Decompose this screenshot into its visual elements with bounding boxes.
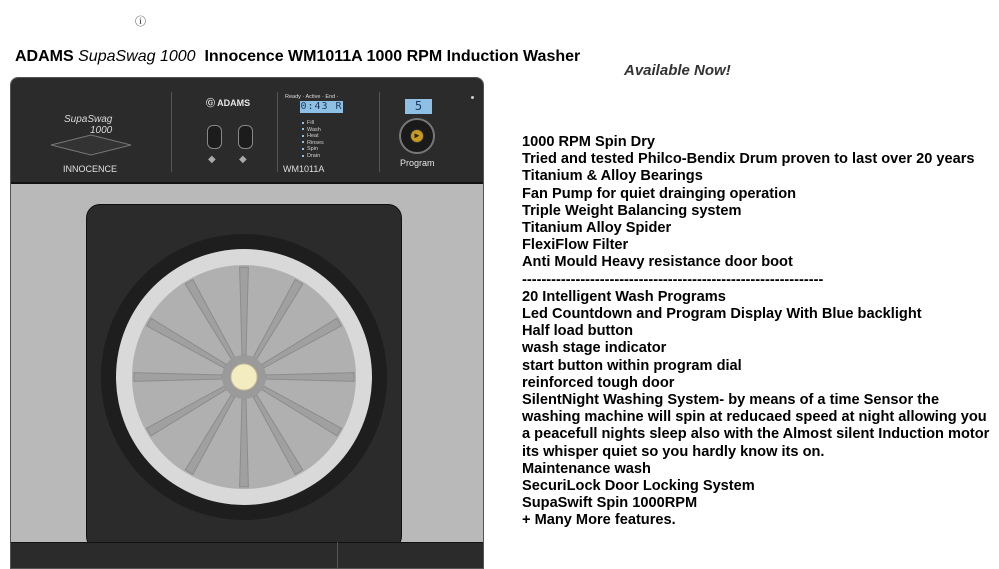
door-frame[interactable] [86, 204, 402, 550]
feature-item: + Many More features. [522, 512, 676, 529]
cursor-icon: ⓘ [135, 15, 146, 28]
countdown-display: 0:43 R [300, 101, 343, 112]
feature-item: 1000 RPM Spin Dry [522, 134, 656, 150]
option-2-arrow-icon: ◆ [239, 154, 247, 165]
stage-wash: Wash [302, 127, 324, 134]
wash-stage-indicator [302, 120, 324, 160]
panel-divider [171, 92, 172, 172]
status-labels: Ready · Active · End · [285, 94, 339, 100]
feature-item: wash stage indicator [522, 340, 667, 357]
program-dial[interactable] [399, 118, 435, 154]
script-brand: SupaSwag [64, 114, 113, 125]
availability-label: Available Now! [624, 62, 731, 79]
feature-item: reinforced tough door [522, 374, 675, 391]
program-display: 5 [405, 99, 432, 114]
panel-divider [277, 92, 278, 172]
feature-item: SupaSwift Spin 1000RPM [522, 495, 698, 512]
start-play-icon[interactable]: ► [410, 129, 424, 143]
script-brand-logo [64, 114, 112, 136]
stage-spin: Spin [302, 146, 324, 153]
control-panel [11, 78, 483, 184]
title-brand: ADAMS [15, 48, 74, 65]
option-button-2[interactable] [238, 125, 253, 149]
kick-plate-divider [337, 542, 338, 569]
model-code: WM1011A [283, 164, 325, 174]
program-label: Program [400, 158, 435, 168]
stage-drain: Drain [302, 153, 324, 160]
feature-item: start button within program dial [522, 357, 742, 374]
option-1-arrow-icon: ◆ [208, 154, 216, 165]
feature-item: 20 Intelligent Wash Programs [522, 288, 726, 305]
diamond-badge-icon [49, 134, 133, 156]
title-model-line: SupaSwag 1000 [78, 48, 196, 65]
option-button-1[interactable] [207, 125, 222, 149]
adams-logo: Ⓖ ADAMS [206, 98, 251, 108]
feature-item: FlexiFlow Filter [522, 237, 629, 254]
feature-list [522, 134, 997, 530]
feature-item: SilentNight Washing System- by means of a time Sensor the washing machine will spin at reducaed speed at night allowing you a peacefull nights sleep also with the Almost silent Induction motor its whisper quiet so you hardly know its on. [522, 392, 990, 460]
page-title [15, 48, 580, 66]
feature-item: Fan Pump for quiet drainging operation [522, 185, 797, 202]
power-led [471, 96, 474, 99]
feature-item: Titanium & Alloy Bearings [522, 168, 703, 185]
feature-item: Half load button [522, 323, 634, 340]
feature-item: Triple Weight Balancing system [522, 202, 742, 219]
edition-label: INNOCENCE [63, 164, 118, 174]
feature-item: -------------------------------------------------------------- [522, 271, 824, 288]
feature-item: Titanium Alloy Spider [522, 220, 672, 237]
drum-hub [231, 364, 257, 390]
title-description: Innocence WM1011A 1000 RPM Induction Washer [204, 48, 581, 65]
washer-illustration [10, 77, 484, 569]
feature-item: Tried and tested Philco-Bendix Drum proven to last over 20 years [522, 151, 975, 168]
feature-item: Maintenance wash [522, 460, 651, 477]
panel-divider [379, 92, 380, 172]
kick-plate [11, 542, 483, 569]
script-number: 1000 [90, 125, 113, 136]
stage-heat: Heat [302, 133, 324, 140]
stage-fill: Fill [302, 120, 324, 127]
drum-window [87, 205, 401, 549]
feature-item: SecuriLock Door Locking System [522, 478, 755, 495]
feature-item: Anti Mould Heavy resistance door boot [522, 254, 793, 271]
feature-item: Led Countdown and Program Display With Blue backlight [522, 306, 922, 323]
stage-rinses: Rinses [302, 140, 324, 147]
